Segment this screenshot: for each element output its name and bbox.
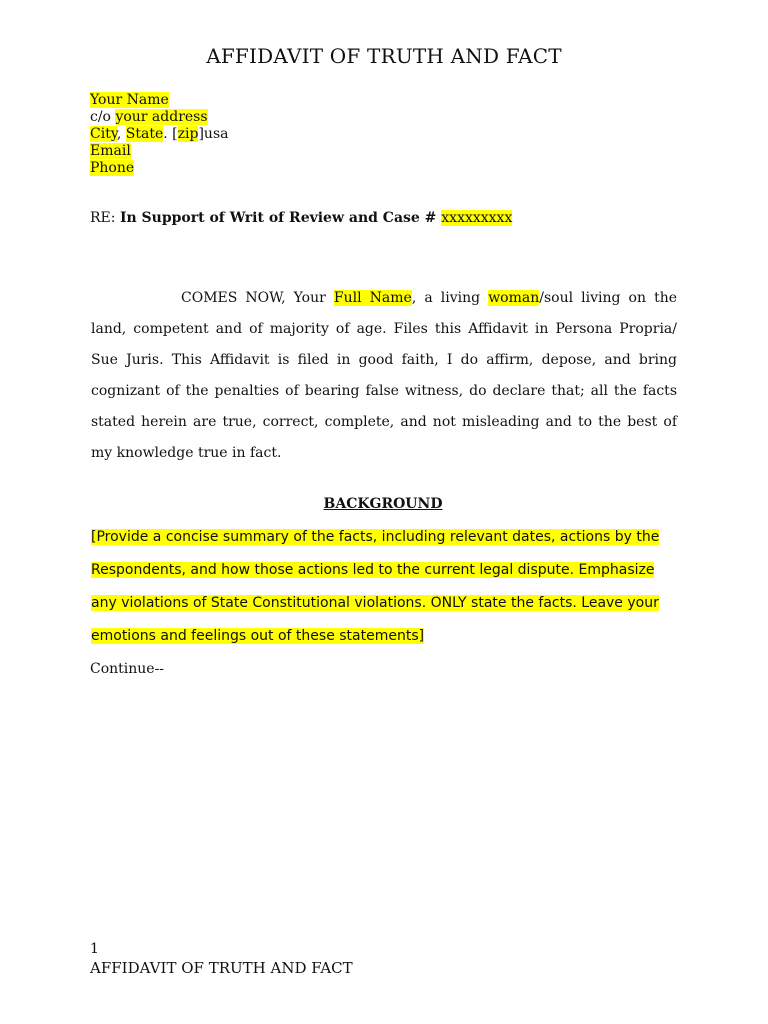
background-line: Respondents, and how those actions led to the current legal dispute. Emphasize xyxy=(91,562,655,578)
state-placeholder: State xyxy=(125,126,164,142)
re-prefix: RE: xyxy=(90,210,120,226)
body-text-2: , a living xyxy=(411,290,489,306)
address-phone-line xyxy=(90,160,228,177)
address-street-line xyxy=(90,109,228,126)
background-heading: BACKGROUND xyxy=(323,496,443,512)
document-title: AFFIDAVIT OF TRUTH AND FACT xyxy=(206,44,562,68)
address-email-line xyxy=(90,143,228,160)
page-number: 1 xyxy=(90,941,99,957)
continue-text: Continue-- xyxy=(90,661,165,677)
background-instructions xyxy=(91,521,691,653)
footer-title: AFFIDAVIT OF TRUTH AND FACT xyxy=(90,959,353,977)
zip-placeholder: zip xyxy=(177,126,199,142)
address-block xyxy=(90,92,228,177)
background-line: any violations of State Constitutional violations. ONLY state the facts. Leave your xyxy=(91,595,659,611)
re-subject: In Support of Writ of Review and Case # xyxy=(119,210,442,226)
address-placeholder: your address xyxy=(115,109,208,125)
co-prefix: c/o xyxy=(90,109,116,125)
full-name-placeholder: Full Name xyxy=(333,290,412,306)
background-line: emotions and feelings out of these statements] xyxy=(91,628,425,644)
city-placeholder: City xyxy=(90,126,117,142)
address-city-line xyxy=(90,126,228,143)
phone-placeholder: Phone xyxy=(90,160,135,176)
name-placeholder: Your Name xyxy=(90,92,169,108)
country-text: ]usa xyxy=(198,126,229,142)
city-separator: , xyxy=(116,126,126,142)
woman-placeholder: woman xyxy=(488,290,540,306)
background-line: [Provide a concise summary of the facts, including relevant dates, actions by the xyxy=(91,529,660,545)
re-line xyxy=(90,210,512,226)
comes-now-paragraph xyxy=(91,283,677,469)
body-text-1: COMES NOW, Your xyxy=(181,290,334,306)
case-number-placeholder: xxxxxxxxx xyxy=(441,210,513,226)
email-placeholder: Email xyxy=(90,143,131,159)
state-separator: . [ xyxy=(163,126,178,142)
body-text-3: /soul living on the land, competent and of majority of age. Files this Affidavit in Persona Propria/ Sue Juris. This Affidavit is filed in good faith, I do affirm, depose, and bring cognizant of the penalties of bearing false witness, do declare that; all the facts stated herein are true, correct, complete, and not misleading and to the best of my knowledge true in fact. xyxy=(91,290,678,461)
address-name-line xyxy=(90,92,228,109)
